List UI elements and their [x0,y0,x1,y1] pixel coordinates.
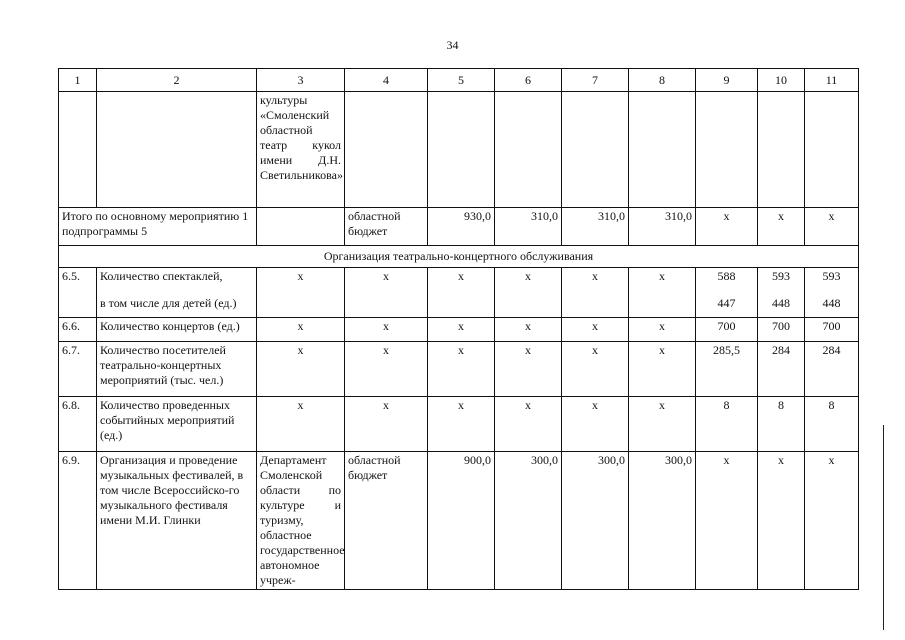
amount-year-3: 310,0 [629,208,696,246]
indicator-year-1: 285,5 [696,342,758,397]
indicator-year-1: х [696,208,758,246]
indicator-year-1: 700 [696,318,758,342]
column-number: 3 [257,69,345,92]
measure-name-main: Количество спектаклей, [100,269,223,283]
table-cell [758,92,805,208]
table-row [59,397,859,452]
column-number: 10 [758,69,805,92]
indicator-value: 593 [772,269,790,283]
row-number: 6.5. [59,268,97,318]
column-number: 11 [805,69,859,92]
table-row [59,342,859,397]
activity-plan-table [58,68,859,590]
amount-total: 930,0 [428,208,495,246]
column-number: 9 [696,69,758,92]
amount-year-3: х [629,318,696,342]
row-number: 6.6. [59,318,97,342]
column-number: 2 [97,69,257,92]
indicator-year-2: х [758,208,805,246]
row-number: 6.7. [59,342,97,397]
column-number: 5 [428,69,495,92]
indicator-year-3: 8 [805,397,859,452]
indicator-year-2 [758,268,805,318]
indicator-year-1: 8 [696,397,758,452]
scan-margin-line [883,425,884,630]
amount-year-3: х [629,268,696,318]
table-cell [805,92,859,208]
table-row [59,318,859,342]
performer-cell: х [257,342,345,397]
table-cell [629,92,696,208]
amount-year-1: 310,0 [495,208,562,246]
table-cell [495,92,562,208]
performer-cell: Департамент Смоленской области по культуре и туризму, областное государственное автономное учреж- [257,452,345,590]
total-row [59,208,859,246]
amount-year-3: х [629,397,696,452]
column-number: 8 [629,69,696,92]
amount-year-2: х [562,268,629,318]
indicator-year-2: 284 [758,342,805,397]
amount-year-2: 310,0 [562,208,629,246]
performer-cell: х [257,268,345,318]
indicator-year-2: 8 [758,397,805,452]
table-cell [696,92,758,208]
measure-name: Количество концертов (ед.) [97,318,257,342]
indicator-year-3: 284 [805,342,859,397]
funding-source: х [345,268,428,318]
indicator-value-sub: 448 [822,296,841,310]
table-row [59,268,859,318]
indicator-year-3 [805,268,859,318]
amount-total: 900,0 [428,452,495,590]
section-title: Организация театрально-концертного обслуживания [59,246,859,268]
indicator-year-2: х [758,452,805,590]
table-cell [428,92,495,208]
table-cell [257,208,345,246]
total-label: Итого по основному мероприятию 1 подпрограммы 5 [59,208,257,246]
performer-cell: х [257,397,345,452]
measure-name: Количество посетителей театрально-концертных мероприятий (тыс. чел.) [97,342,257,397]
indicator-year-3: х [805,208,859,246]
indicator-year-3: х [805,452,859,590]
table-cell [59,92,97,208]
column-number: 4 [345,69,428,92]
amount-total: х [428,397,495,452]
row-number: 6.9. [59,452,97,590]
amount-year-3: 300,0 [629,452,696,590]
funding-source: х [345,397,428,452]
indicator-year-3: 700 [805,318,859,342]
amount-year-2: х [562,397,629,452]
column-number: 7 [562,69,629,92]
amount-year-2: х [562,318,629,342]
indicator-value: 588 [717,269,736,283]
amount-year-3: х [629,342,696,397]
indicator-value: 593 [822,269,841,283]
column-number: 1 [59,69,97,92]
amount-total: х [428,318,495,342]
measure-name-sub: в том числе для детей (ед.) [100,296,237,310]
table-cell [345,92,428,208]
funding-source: х [345,318,428,342]
table-cell [562,92,629,208]
amount-year-1: 300,0 [495,452,562,590]
indicator-year-2: 700 [758,318,805,342]
page-number: 34 [446,38,459,52]
funding-source: х [345,342,428,397]
funding-source: областной бюджет [345,208,428,246]
indicator-year-1 [696,268,758,318]
table-cell [97,92,257,208]
amount-year-2: х [562,342,629,397]
row-number: 6.8. [59,397,97,452]
performer-cell: культуры «Смоленский областной театр кукол имени Д.Н. Светильникова» [257,92,345,208]
amount-year-1: х [495,318,562,342]
amount-total: х [428,342,495,397]
performer-cell: х [257,318,345,342]
measure-name: Количество проведенных событийных мероприятий (ед.) [97,397,257,452]
amount-year-2: 300,0 [562,452,629,590]
amount-year-1: х [495,342,562,397]
column-number: 6 [495,69,562,92]
measure-name [97,268,257,318]
column-number-row [59,69,859,92]
continuation-row [59,92,859,208]
amount-total: х [428,268,495,318]
section-row [59,246,859,268]
amount-year-1: х [495,268,562,318]
table-row [59,452,859,590]
indicator-year-1: х [696,452,758,590]
amount-year-1: х [495,397,562,452]
indicator-value-sub: 448 [772,296,790,310]
indicator-value-sub: 447 [717,296,736,310]
measure-name: Организация и проведение музыкальных фестивалей, в том числе Всероссийско-го музыкального фестиваля имени М.И. Глинки [97,452,257,590]
funding-source: областной бюджет [345,452,428,590]
